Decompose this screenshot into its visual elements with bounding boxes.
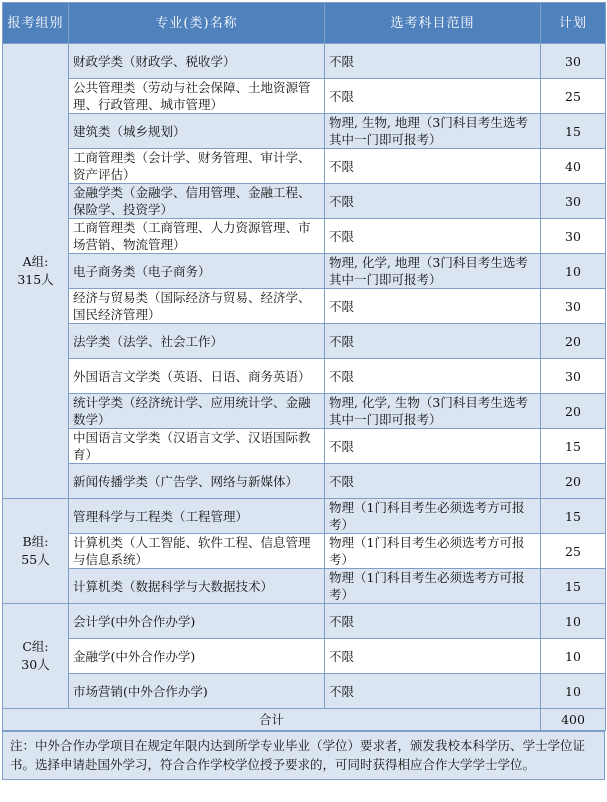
major-cell: 新闻传播学类（广告学、网络与新媒体） — [69, 464, 325, 499]
header-group: 报考组别 — [3, 3, 69, 44]
table-row — [3, 219, 606, 254]
plan-cell: 10 — [541, 674, 606, 709]
major-cell: 经济与贸易类（国际经济与贸易、经济学、国民经济管理） — [69, 289, 325, 324]
subjects-cell: 不限 — [325, 324, 541, 359]
group-label-line1: B组: — [22, 534, 49, 549]
table-row — [3, 464, 606, 499]
plan-cell: 15 — [541, 114, 606, 149]
subjects-cell: 物理, 化学, 地理（3门科目考生选考其中一门即可报考） — [325, 254, 541, 289]
major-cell: 金融学(中外合作办学) — [69, 639, 325, 674]
major-cell: 法学类（法学、社会工作） — [69, 324, 325, 359]
major-cell: 电子商务类（电子商务） — [69, 254, 325, 289]
table-row — [3, 429, 606, 464]
group-label-line2: 315人 — [17, 272, 54, 287]
table-row — [3, 289, 606, 324]
table-row — [3, 674, 606, 709]
table-row — [3, 149, 606, 184]
plan-cell: 30 — [541, 289, 606, 324]
subjects-cell: 不限 — [325, 639, 541, 674]
major-cell: 公共管理类（劳动与社会保障、土地资源管理、行政管理、城市管理） — [69, 79, 325, 114]
total-label: 合计 — [3, 709, 541, 731]
major-cell: 外国语言文学类（英语、日语、商务英语） — [69, 359, 325, 394]
major-cell: 中国语言文学类（汉语言文学、汉语国际教育） — [69, 429, 325, 464]
subjects-cell: 不限 — [325, 79, 541, 114]
major-cell: 工商管理类（会计学、财务管理、审计学、资产评估） — [69, 149, 325, 184]
subjects-cell: 不限 — [325, 289, 541, 324]
group-label — [3, 604, 69, 709]
subjects-cell: 不限 — [325, 429, 541, 464]
table-row — [3, 639, 606, 674]
subjects-cell: 不限 — [325, 184, 541, 219]
plan-cell: 30 — [541, 44, 606, 79]
major-cell: 计算机类（人工智能、软件工程、信息管理与信息系统） — [69, 534, 325, 569]
plan-cell: 20 — [541, 464, 606, 499]
header-major: 专业(类)名称 — [69, 3, 325, 44]
plan-cell: 15 — [541, 499, 606, 534]
total-value: 400 — [541, 709, 606, 731]
major-cell: 管理科学与工程类（工程管理） — [69, 499, 325, 534]
subjects-cell: 不限 — [325, 464, 541, 499]
table-row — [3, 394, 606, 429]
table-row — [3, 114, 606, 149]
table-row — [3, 534, 606, 569]
subjects-cell: 物理, 生物, 地理（3门科目考生选考其中一门即可报考） — [325, 114, 541, 149]
group-label — [3, 44, 69, 499]
total-row — [3, 709, 606, 731]
plan-cell: 15 — [541, 569, 606, 604]
footnote: 注：中外合作办学项目在规定年限内达到所学专业毕业（学位）要求者，颁发我校本科学历、学士学位证书。选择申请赴国外学习，符合合作学校学位授予要求的，可同时获得相应合作大学学士学位。 — [2, 731, 605, 780]
table-body — [3, 44, 606, 731]
table-row — [3, 359, 606, 394]
subjects-cell: 物理（1门科目考生必须选考方可报考） — [325, 569, 541, 604]
major-cell: 工商管理类（工商管理、人力资源管理、市场营销、物流管理） — [69, 219, 325, 254]
subjects-cell: 不限 — [325, 604, 541, 639]
subjects-cell: 不限 — [325, 149, 541, 184]
major-cell: 统计学类（经济统计学、应用统计学、金融数学） — [69, 394, 325, 429]
subjects-cell: 不限 — [325, 219, 541, 254]
subjects-cell: 不限 — [325, 44, 541, 79]
table-row — [3, 324, 606, 359]
admission-plan-table — [2, 2, 606, 731]
table-row — [3, 499, 606, 534]
major-cell: 金融学类（金融学、信用管理、金融工程、保险学、投资学） — [69, 184, 325, 219]
plan-cell: 30 — [541, 184, 606, 219]
plan-cell: 10 — [541, 254, 606, 289]
subjects-cell: 物理（1门科目考生必须选考方可报考） — [325, 499, 541, 534]
table-header-row — [3, 3, 606, 44]
table-row — [3, 184, 606, 219]
subjects-cell: 物理（1门科目考生必须选考方可报考） — [325, 534, 541, 569]
group-label-line2: 30人 — [21, 657, 50, 672]
table-row — [3, 79, 606, 114]
plan-cell: 25 — [541, 534, 606, 569]
table-row — [3, 569, 606, 604]
header-plan: 计划 — [541, 3, 606, 44]
table-row — [3, 44, 606, 79]
plan-cell: 20 — [541, 324, 606, 359]
group-label — [3, 499, 69, 604]
subjects-cell: 不限 — [325, 674, 541, 709]
group-label-line1: A组: — [22, 254, 49, 269]
plan-cell: 40 — [541, 149, 606, 184]
major-cell: 市场营销(中外合作办学) — [69, 674, 325, 709]
major-cell: 财政学类（财政学、税收学） — [69, 44, 325, 79]
plan-cell: 10 — [541, 639, 606, 674]
major-cell: 会计学(中外合作办学) — [69, 604, 325, 639]
table-row — [3, 254, 606, 289]
table-row — [3, 604, 606, 639]
plan-cell: 20 — [541, 394, 606, 429]
group-label-line2: 55人 — [21, 552, 50, 567]
plan-cell: 30 — [541, 219, 606, 254]
group-label-line1: C组: — [22, 639, 49, 654]
subjects-cell: 不限 — [325, 359, 541, 394]
major-cell: 建筑类（城乡规划） — [69, 114, 325, 149]
major-cell: 计算机类（数据科学与大数据技术） — [69, 569, 325, 604]
plan-cell: 25 — [541, 79, 606, 114]
subjects-cell: 物理, 化学, 生物（3门科目考生选考其中一门即可报考） — [325, 394, 541, 429]
header-subjects: 选考科目范围 — [325, 3, 541, 44]
plan-cell: 10 — [541, 604, 606, 639]
plan-cell: 30 — [541, 359, 606, 394]
plan-cell: 15 — [541, 429, 606, 464]
